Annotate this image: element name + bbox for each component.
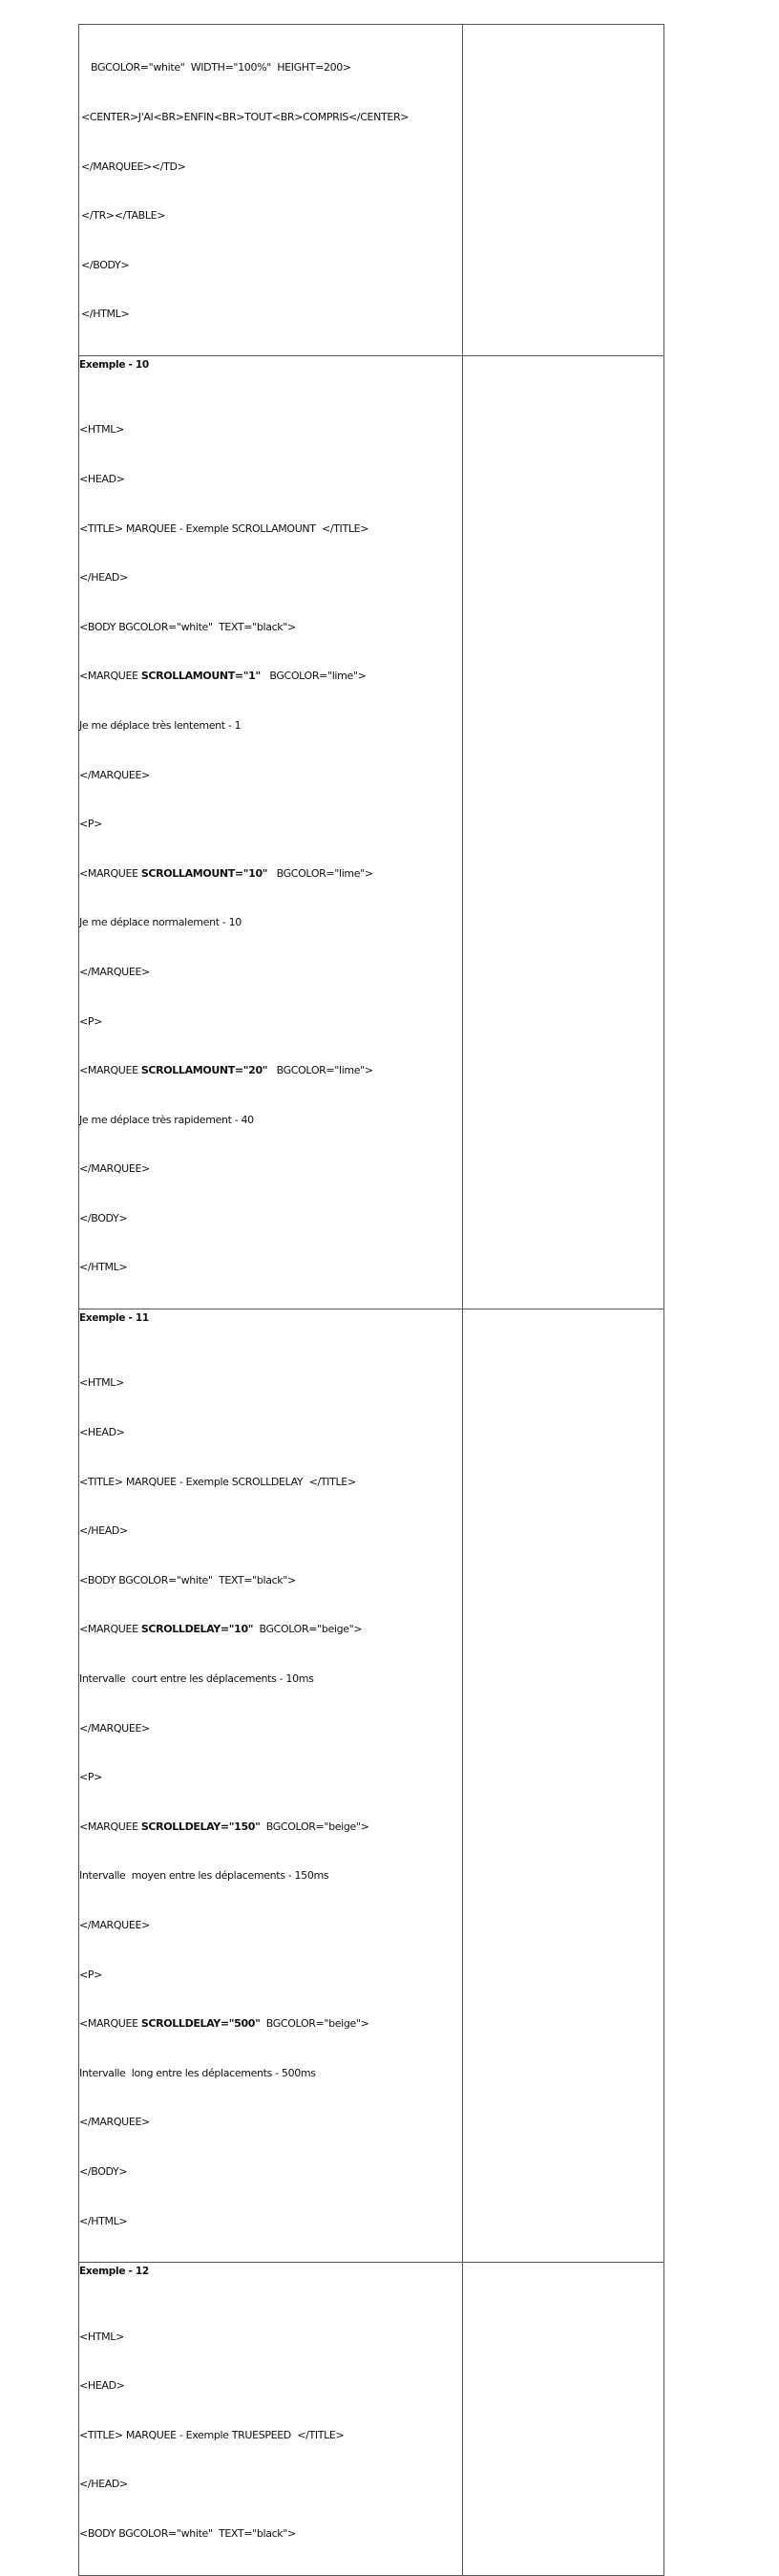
code-line: <HTML> (79, 1376, 124, 1390)
code-line: Intervalle court entre les déplacements - 10ms (79, 1672, 314, 1686)
code-line: </HEAD> (79, 2478, 128, 2491)
code-cell-continuation (79, 25, 463, 356)
code-line: <P> (79, 1014, 103, 1028)
empty-cell (463, 25, 664, 356)
code-line: <P> (79, 1771, 103, 1784)
code-line: <P> (79, 1968, 103, 1981)
code-block (79, 1342, 462, 2262)
code-text: <MARQUEE (79, 1623, 141, 1636)
spacer (79, 2279, 462, 2295)
code-block (79, 389, 462, 1309)
code-text: <MARQUEE (79, 1064, 141, 1077)
code-attribute: SCROLLAMOUNT="1" (140, 670, 261, 683)
spacer (79, 1326, 462, 1342)
empty-cell (463, 2263, 664, 2575)
code-line: </MARQUEE> (79, 768, 150, 781)
code-line: <TITLE> MARQUEE - Exemple SCROLLDELAY </TITLE> (79, 1475, 356, 1488)
code-line: <HTML> (79, 423, 124, 436)
code-line: <HEAD> (79, 1426, 125, 1439)
table-row (79, 355, 664, 1309)
code-block (79, 25, 462, 355)
code-line: </HEAD> (79, 1524, 128, 1538)
code-text: <MARQUEE (79, 2017, 141, 2031)
code-line: <BODY BGCOLOR="white" TEXT="black"> (79, 2526, 296, 2540)
empty-cell (463, 355, 664, 1309)
code-cell-example-11 (79, 1309, 463, 2263)
table-row (79, 1309, 664, 2263)
code-text: BGCOLOR="lime"> (267, 866, 373, 880)
code-line (79, 1621, 462, 1637)
code-text: BGCOLOR="lime"> (267, 1064, 373, 1077)
code-line: </BODY> (79, 1211, 128, 1224)
code-examples-table (78, 24, 664, 2576)
code-attribute: SCROLLDELAY="10" (140, 1623, 254, 1636)
code-cell-example-12 (79, 2263, 463, 2575)
code-line: BGCOLOR="white" WIDTH="100%" HEIGHT=200> (91, 61, 351, 75)
table-row (79, 25, 664, 356)
code-attribute: SCROLLAMOUNT="10" (140, 866, 268, 880)
code-text: BGCOLOR="lime"> (260, 670, 367, 683)
code-line: Intervalle long entre les déplacements - 500ms (79, 2066, 316, 2079)
spacer (79, 373, 462, 389)
code-line: <HEAD> (79, 472, 125, 485)
code-line (79, 1819, 462, 1835)
code-line (79, 865, 462, 882)
code-line: </BODY> (81, 258, 130, 271)
code-line: </HTML> (79, 1261, 128, 1274)
code-attribute: SCROLLDELAY="150" (140, 1820, 261, 1833)
code-line: </TR></TABLE> (81, 209, 166, 223)
code-line: </HEAD> (79, 571, 128, 585)
code-text: BGCOLOR="beige"> (260, 2017, 369, 2031)
code-line (79, 668, 462, 684)
table-row (79, 2263, 664, 2575)
code-line (79, 2015, 462, 2032)
code-line: Je me déplace très rapidement - 40 (79, 1113, 254, 1126)
code-line: <P> (79, 818, 103, 831)
code-line: </HTML> (79, 2214, 128, 2227)
code-line (79, 1062, 462, 1078)
code-cell-example-10 (79, 355, 463, 1309)
code-line: <HEAD> (79, 2379, 125, 2393)
code-line: <CENTER>J'AI<BR>ENFIN<BR>TOUT<BR>COMPRIS</CENTER> (81, 111, 410, 123)
code-text: <MARQUEE (79, 866, 141, 880)
code-attribute: SCROLLDELAY="500" (140, 2017, 261, 2031)
code-line: <HTML> (79, 2330, 124, 2343)
code-line: Je me déplace très lentement - 1 (79, 718, 242, 732)
code-line: <TITLE> MARQUEE - Exemple TRUESPEED </TITLE> (79, 2428, 345, 2441)
example-title: Exemple - 10 (79, 358, 149, 371)
code-line: </HTML> (81, 308, 130, 321)
code-text: <MARQUEE (79, 1820, 141, 1833)
code-line: </MARQUEE> (79, 1162, 150, 1176)
code-text: <MARQUEE (79, 670, 141, 683)
code-text: BGCOLOR="beige"> (253, 1623, 363, 1636)
code-line: Je me déplace normalement - 10 (79, 916, 242, 929)
code-line: </BODY> (79, 2164, 128, 2178)
code-line: <TITLE> MARQUEE - Exemple SCROLLAMOUNT </TITLE> (79, 522, 369, 535)
code-line: </MARQUEE> (79, 2116, 150, 2129)
code-block (79, 2295, 462, 2574)
example-title: Exemple - 12 (79, 2266, 149, 2278)
code-line: Intervalle moyen entre les déplacements - 150ms (79, 1869, 329, 1883)
code-text: BGCOLOR="beige"> (260, 1820, 369, 1833)
code-line: </MARQUEE> (79, 1919, 150, 1931)
code-line: </MARQUEE> (79, 1721, 150, 1735)
code-attribute: SCROLLAMOUNT="20" (140, 1064, 268, 1077)
code-line: <BODY BGCOLOR="white" TEXT="black"> (79, 1573, 296, 1586)
empty-cell (463, 1309, 664, 2263)
code-line: </MARQUEE> (79, 965, 150, 978)
code-line: </MARQUEE></TD> (81, 160, 186, 173)
code-line: <BODY BGCOLOR="white" TEXT="black"> (79, 620, 296, 633)
example-title: Exemple - 11 (79, 1312, 149, 1325)
